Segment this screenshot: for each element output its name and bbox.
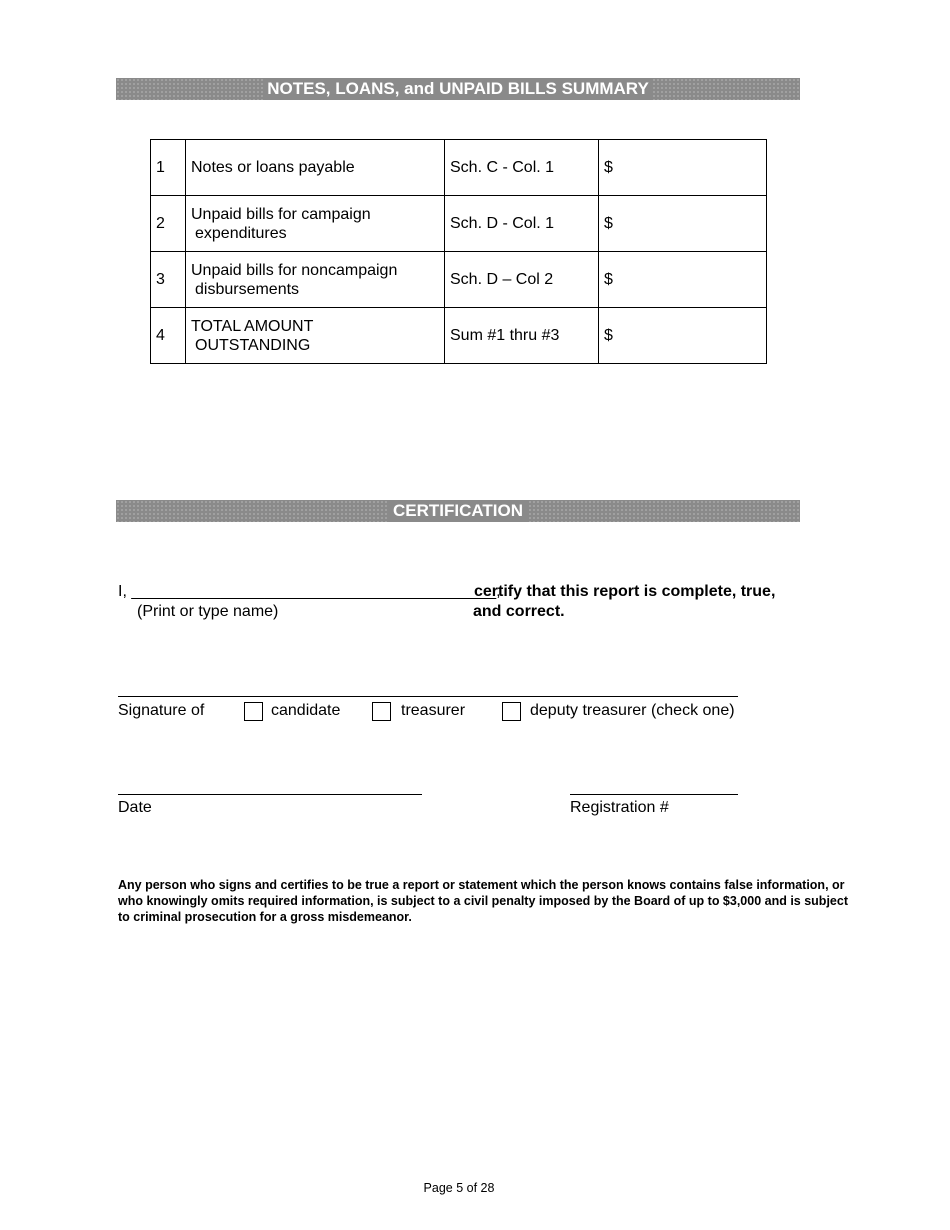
table-row [151,140,767,196]
description-text-line2: disbursements [195,280,300,298]
row-description [186,196,445,252]
treasurer-label: treasurer [401,702,466,719]
row-description [186,308,445,364]
row-reference: Sch. D – Col 2 [445,252,599,308]
date-line[interactable] [118,794,422,795]
name-field[interactable]: I, _________________________________________, [118,583,501,600]
registration-label: Registration # [570,799,669,816]
row-description [186,252,445,308]
summary-table [150,139,767,364]
penalty-disclaimer: Any person who signs and certifies to be true a report or statement which the person knows contains false information, or who knowingly omits required information, is subject to a civil penalty imposed by the Board of up to $3,000 and is subject to criminal prosecution for a gross misdemeanor. [118,878,848,924]
description-text: TOTAL AMOUNT [191,317,314,335]
date-label: Date [118,799,152,816]
table-row [151,252,767,308]
deputy-treasurer-label: deputy treasurer (check one) [530,702,735,719]
row-amount-field[interactable]: $ [599,196,767,252]
row-description [186,140,445,196]
candidate-label: candidate [271,702,341,719]
description-text: Unpaid bills for noncampaign [191,261,398,279]
deputy-treasurer-checkbox[interactable] [502,702,521,721]
row-reference: Sch. D - Col. 1 [445,196,599,252]
certification-heading-text: CERTIFICATION [389,500,527,522]
certify-statement-line2: and correct. [473,603,565,620]
row-amount-field[interactable]: $ [599,308,767,364]
certify-statement-line1: certify that this report is complete, true, [474,583,776,600]
summary-section-heading [116,78,800,100]
row-number: 3 [151,252,186,308]
signature-line[interactable] [118,696,738,697]
summary-heading-text: NOTES, LOANS, and UNPAID BILLS SUMMARY [263,78,653,100]
description-text: Unpaid bills for campaign [191,205,371,223]
row-number: 1 [151,140,186,196]
table-row [151,308,767,364]
row-amount-field[interactable]: $ [599,140,767,196]
signature-label: Signature of [118,702,205,719]
treasurer-checkbox[interactable] [372,702,391,721]
row-number: 2 [151,196,186,252]
row-reference: Sch. C - Col. 1 [445,140,599,196]
row-number: 4 [151,308,186,364]
certification-section-heading [116,500,800,522]
name-caption: (Print or type name) [137,603,279,620]
candidate-checkbox[interactable] [244,702,263,721]
table-row [151,196,767,252]
registration-line[interactable] [570,794,738,795]
description-text-line2: OUTSTANDING [195,336,311,354]
description-text-line2: expenditures [195,224,287,242]
row-amount-field[interactable]: $ [599,252,767,308]
description-text: Notes or loans payable [191,159,355,176]
page-number: Page 5 of 28 [423,1181,495,1195]
row-reference: Sum #1 thru #3 [445,308,599,364]
